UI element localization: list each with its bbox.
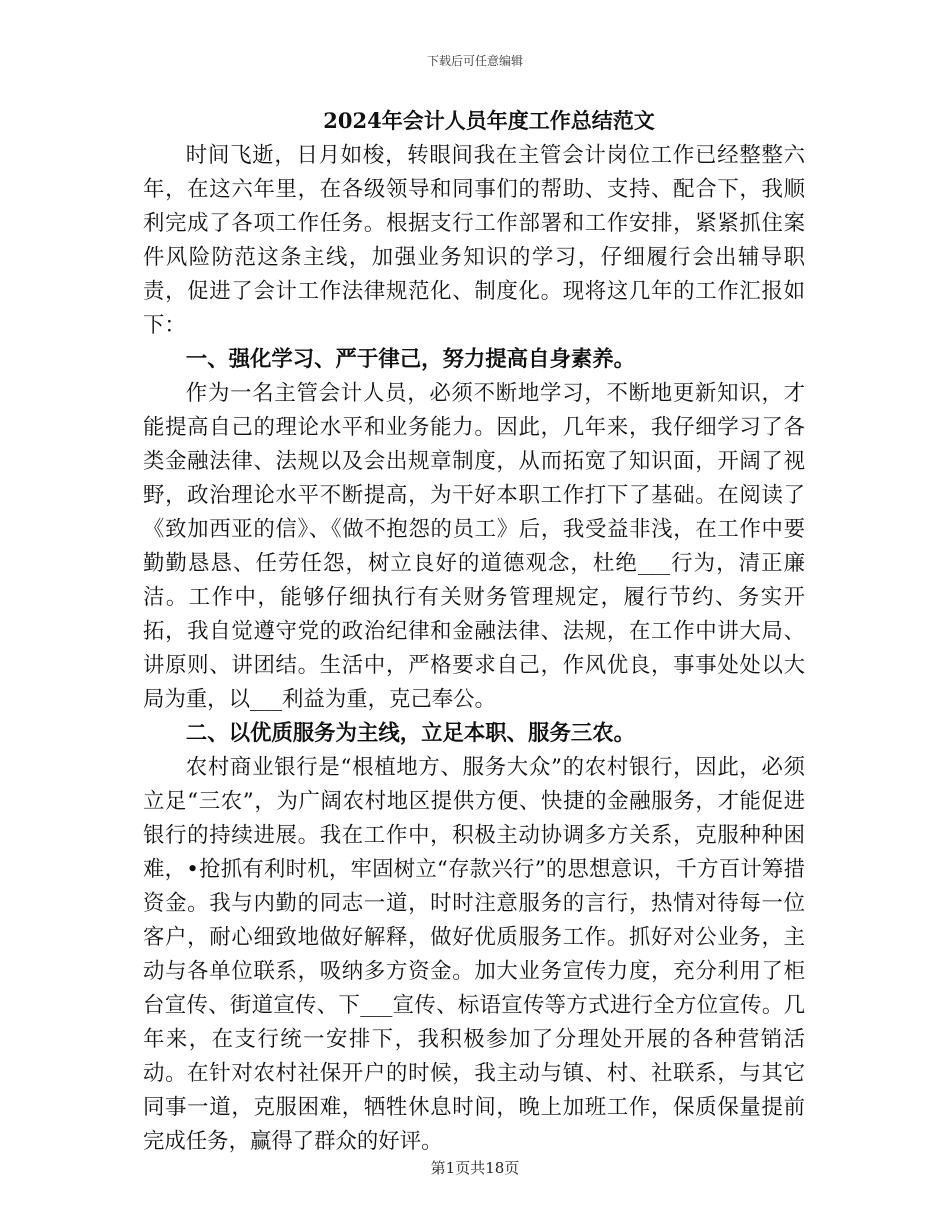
document-title: 2024年会计人员年度工作总结范文	[323, 108, 655, 133]
page-footer: 第1页共18页	[430, 1159, 520, 1177]
intro-paragraph: 时间飞逝，日月如梭，转眼间我在主管会计岗位工作已经整整六年，在这六年里，在各级领导和同事们的帮助、支持、配合下，我顺利完成了各项工作任务。根据支行工作部署和工作安排，紧紧抓住案件风险防范这条主线，加强业务知识的学习，仔细履行会出辅导职责，促进了会计工作法律规范化、制度化。现将这几年的工作汇报如下：	[143, 143, 805, 338]
section-1-heading: 一、强化学习、严于律己，努力提高自身素养。	[185, 347, 636, 372]
document-body	[143, 103, 805, 1159]
header-note: 下载后可任意编辑	[426, 54, 523, 68]
section-1-paragraph: 作为一名主管会计人员，必须不断地学习，不断地更新知识，才能提高自己的理论水平和业务能力。因此，几年来，我仔细学习了各类金融法律、法规以及会出规章制度，从而拓宽了知识面，开阔了视野，政治理论水平不断提高，为干好本职工作打下了基础。在阅读了《致加西亚的信》、《做不抱怨的员工》后，我受益非浅，在工作中要勤勤恳恳、任劳任怨，树立良好的道德观念，杜绝___行为，清正廉洁。工作中，能够仔细执行有关财务管理规定，履行节约、务实开拓，我自觉遵守党的政治纪律和金融法律、法规，在工作中讲大局、讲原则、讲团结。生活中，严格要求自己，作风优良，事事处处以大局为重，以___利益为重，克己奉公。	[143, 381, 805, 712]
section-2-heading: 二、以优质服务为主线，立足本职、服务三农。	[185, 721, 636, 746]
section-2-paragraph: 农村商业银行是“根植地方、服务大众”的农村银行，因此，必须立足“三农”，为广阔农村地区提供方便、快捷的金融服务，才能促进银行的持续进展。我在工作中，积极主动协调多方关系，克服种种困难，•抢抓有利时机，牢固树立“存款兴行”的思想意识，千方百计筹措资金。我与内勤的同志一道，时时注意服务的言行，热情对待每一位客户，耐心细致地做好解释，做好优质服务工作。抓好对公业务，主动与各单位联系，吸纳多方资金。加大业务宣传力度，充分利用了柜台宣传、街道宣传、下___宣传、标语宣传等方式进行全方位宣传。几年来，在支行统一安排下，我积极参加了分理处开展的各种营销活动。在针对农村社保开户的时候，我主动与镇、村、社联系，与其它同事一道，克服困难，牺牲休息时间，晚上加班工作，保质保量提前完成任务，赢得了群众的好评。	[143, 755, 805, 1154]
